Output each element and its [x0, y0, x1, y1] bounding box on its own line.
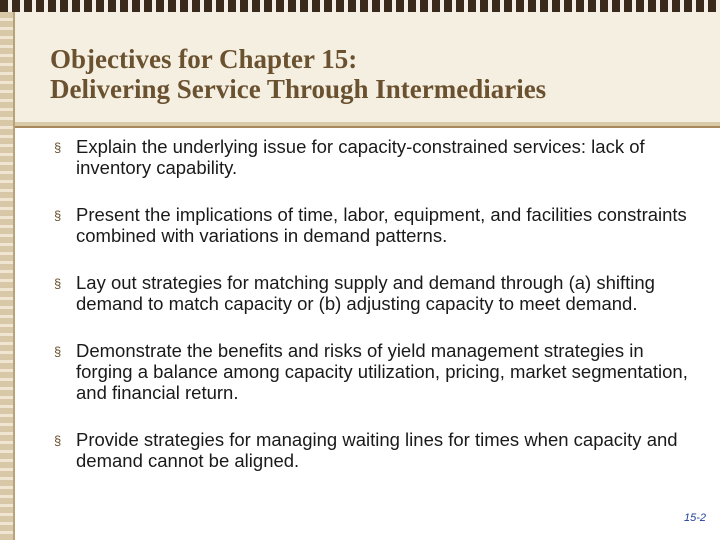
left-decorative-stripe [0, 12, 13, 540]
objective-item [54, 272, 694, 314]
bullet-icon: § [54, 140, 62, 155]
title-divider [15, 126, 720, 128]
bullet-icon: § [54, 208, 62, 223]
title-line-1: Objectives for Chapter 15: [50, 44, 358, 74]
objective-text: Explain the underlying issue for capacity-constrained services: lack of inventory capability. [76, 136, 645, 178]
objective-item [54, 340, 694, 403]
objective-item [54, 204, 694, 246]
objective-text: Demonstrate the benefits and risks of yield management strategies in forging a balance among capacity utilization, pricing, market segmentation, and financial return. [76, 340, 688, 403]
top-decorative-bar [0, 0, 720, 12]
bullet-icon: § [54, 276, 62, 291]
bullet-icon: § [54, 433, 62, 448]
objectives-list [54, 136, 694, 497]
objective-item [54, 429, 694, 471]
objective-text: Present the implications of time, labor, equipment, and facilities constraints combined with variations in demand patterns. [76, 204, 687, 246]
objective-item [54, 136, 694, 178]
bullet-icon: § [54, 344, 62, 359]
title-line-2: Delivering Service Through Intermediaries [50, 74, 547, 104]
slide-title [50, 44, 700, 104]
objective-text: Lay out strategies for matching supply and demand through (a) shifting demand to match capacity or (b) adjusting capacity to meet demand. [76, 272, 655, 314]
objective-text: Provide strategies for managing waiting lines for times when capacity and demand cannot be aligned. [76, 429, 678, 471]
page-number: 15-2 [683, 512, 706, 524]
